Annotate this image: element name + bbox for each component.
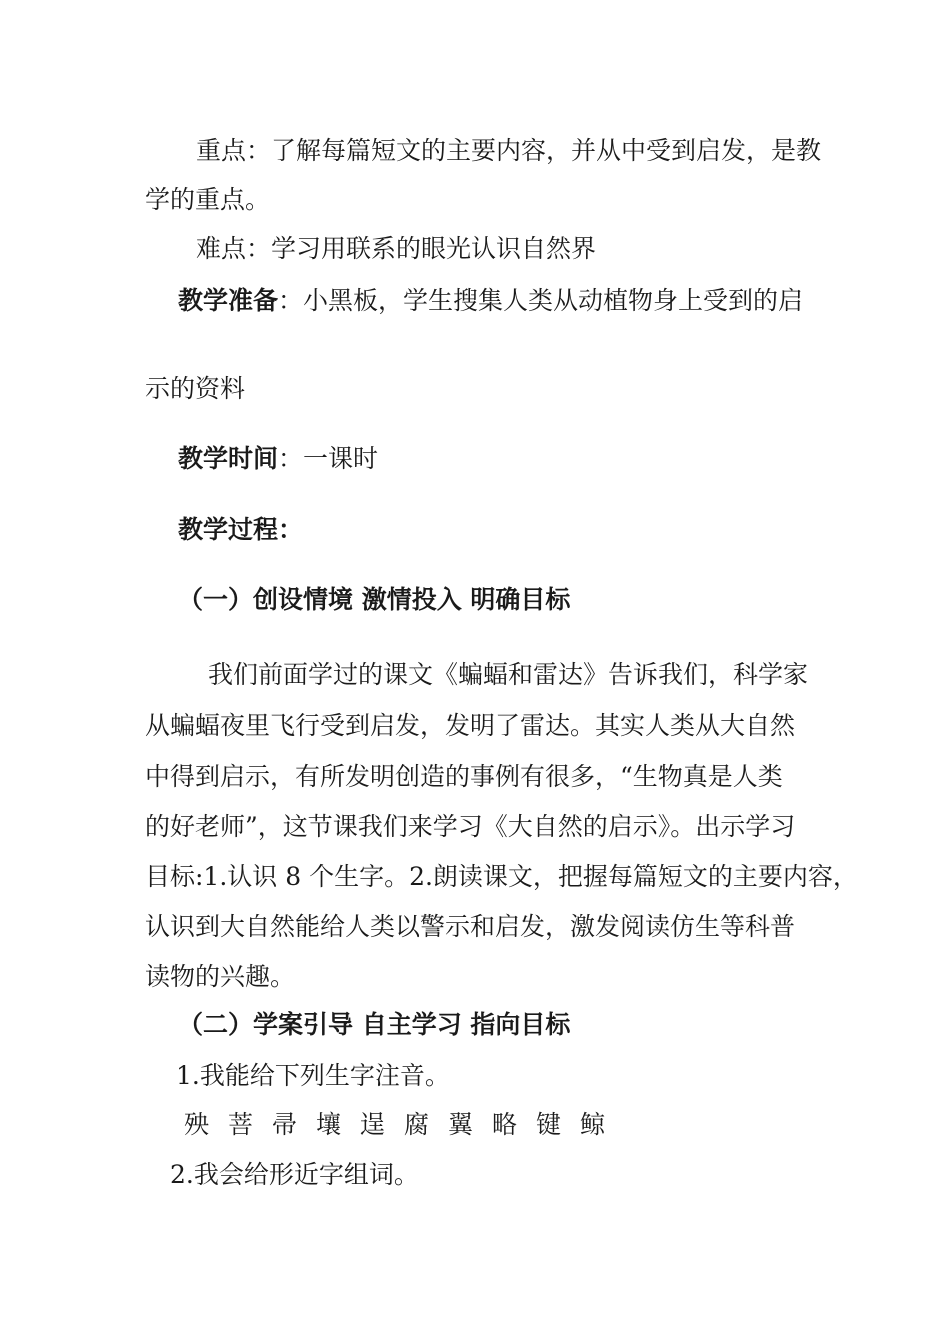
- character-item: 殃: [184, 1110, 210, 1139]
- process-label: 教学过程：: [178, 515, 304, 544]
- preparation-line1: [178, 286, 803, 316]
- character-item: 帚: [272, 1110, 298, 1139]
- character-item: 菩: [228, 1110, 254, 1139]
- preparation-label: 教学准备: [178, 286, 279, 315]
- section1-para-line5: 目标:1.认识 8 个生字。2.朗读课文，把握每篇短文的主要内容，: [145, 862, 858, 891]
- section2-item2: 2.我会给形近字组词。: [170, 1160, 419, 1189]
- preparation-text: ：小黑板，学生搜集人类从动植物身上受到的启: [278, 286, 804, 315]
- character-item: 翼: [448, 1110, 474, 1139]
- character-list: [184, 1110, 624, 1140]
- time-label: 教学时间: [178, 444, 279, 473]
- key-point-line2: 学的重点。: [145, 185, 271, 214]
- section1-para-line1: 我们前面学过的课文《蝙蝠和雷达》告诉我们，科学家: [208, 660, 809, 689]
- section1-heading: （一）创设情境 激情投入 明确目标: [178, 585, 571, 614]
- section1-para-line3: 中得到启示，有所发明创造的事例有很多，“生物真是人类: [145, 762, 783, 791]
- section2-heading: （二）学案引导 自主学习 指向目标: [178, 1010, 571, 1039]
- section1-para-line7: 读物的兴趣。: [145, 962, 296, 991]
- character-item: 逞: [360, 1110, 386, 1139]
- character-item: 略: [492, 1110, 518, 1139]
- character-item: 腐: [404, 1110, 430, 1139]
- character-item: 键: [536, 1110, 562, 1139]
- section1-para-line6: 认识到大自然能给人类以警示和启发，激发阅读仿生等科普: [145, 912, 796, 941]
- preparation-line2: 示的资料: [145, 374, 246, 403]
- character-item: 壤: [316, 1110, 342, 1139]
- time-text: ：一课时: [278, 444, 379, 473]
- key-point-line1: 重点：了解每篇短文的主要内容，并从中受到启发，是教: [196, 136, 822, 165]
- difficult-point: 难点：学习用联系的眼光认识自然界: [196, 234, 597, 263]
- character-item: 鲸: [580, 1110, 606, 1139]
- section2-item1: 1.我能给下列生字注音。: [176, 1061, 450, 1090]
- teaching-time: [178, 444, 378, 474]
- section1-para-line2: 从蝙蝠夜里飞行受到启发，发明了雷达。其实人类从大自然: [145, 711, 796, 740]
- section1-para-line4: 的好老师”，这节课我们来学习《大自然的启示》。出示学习: [145, 812, 796, 841]
